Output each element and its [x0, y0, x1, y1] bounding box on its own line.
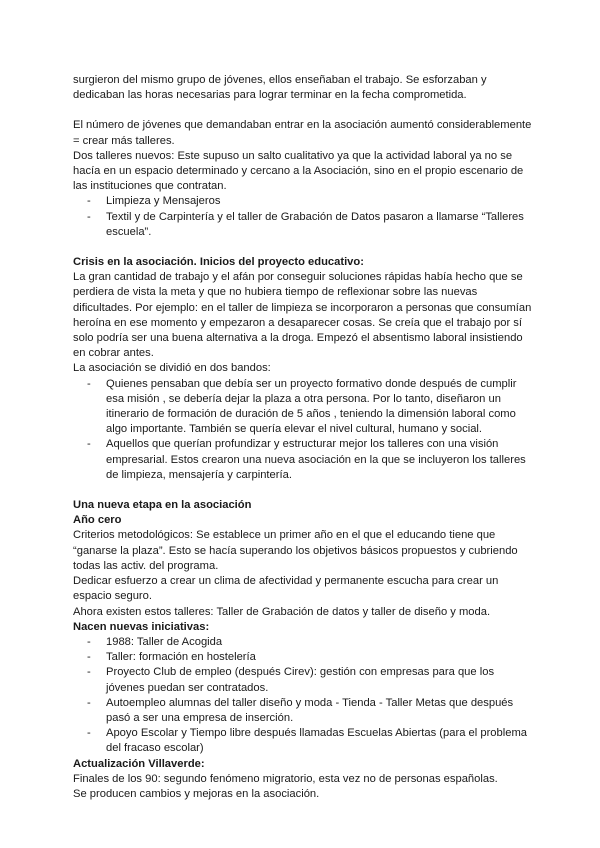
dash-marker: - [87, 195, 91, 208]
crisis-paragraph-2: La asociación se dividió en dos bandos: [73, 362, 271, 375]
actualizacion-paragraph-2: Se producen cambios y mejoras en la asociación. [73, 787, 320, 800]
list-item: - Aquellos que querían profundizar y estructurar mejor los talleres con una visión empresarial. Estos crearon una nueva asociación en la que se incluyeron los talleres de limpieza, mensajería y carpintería. [87, 438, 526, 481]
intro-paragraph-3: Dos talleres nuevos: Este supuso un salto cualitativo ya que la actividad laboral ya no se hacía en un espacio determinado y cercano a la Asociación, sino en el propio escenario de las instituciones que contratan. [73, 149, 524, 193]
dash-marker: - [87, 210, 91, 223]
iniciativas-bullet-list [73, 635, 533, 757]
list-item: - Taller: formación en hostelería [73, 650, 533, 665]
dash-marker: - [87, 377, 91, 390]
dash-marker: - [87, 635, 91, 648]
nueva-etapa-heading: Una nueva etapa en la asociación [73, 499, 252, 512]
nueva-paragraph-3: Ahora existen estos talleres: Taller de Grabación de datos y taller de diseño y moda. [73, 605, 491, 618]
intro-bullet-list [73, 194, 533, 240]
dash-marker: - [87, 438, 91, 451]
intro-paragraph-2: El número de jóvenes que demandaban entrar en la asociación aumentó considerablemente = crear más talleres. [73, 119, 532, 147]
crisis-paragraph-1: La gran cantidad de trabajo y el afán por conseguir soluciones rápidas había hecho que se perdiera de vista la meta y que no hubiera tiempo de reflexionar sobre las nuevas dificultades. Por ejemplo: en el taller de limpieza se incorporaron a personas que consumían heroína en ese momento y empezaron a desaparecer cosas. Se creía que el trabajo por sí solo podría ser una buena alternativa a la droga. Empezó el absentismo laboral insistiendo en cobrar antes. [73, 271, 532, 360]
list-item: - Quienes pensaban que debía ser un proyecto formativo donde después de cumplir esa misión , se debería dejar la plaza a otra persona. Por lo tanto, diseñaron un itinerario de formación de duración de 5 años , teniendo la dimensión laboral como algo importante. También se quería elevar el nivel cultural, humano y social. [87, 377, 517, 436]
ano-cero-subheading: Año cero [73, 514, 122, 527]
crisis-bullet-list [73, 377, 533, 483]
document-page [73, 73, 533, 802]
list-item: - Autoempleo alumnas del taller diseño y moda - Tienda - Taller Metas que después pasó a ser una empresa de inserción. [87, 696, 514, 724]
actualizacion-heading: Actualización Villaverde: [73, 757, 205, 770]
dash-marker: - [87, 696, 91, 709]
list-item: - Limpieza y Mensajeros [73, 194, 533, 209]
dash-marker: - [87, 651, 91, 664]
nueva-paragraph-2: Dedicar esfuerzo a crear un clima de afectividad y permanente escucha para crear un espacio seguro. [73, 575, 499, 603]
actualizacion-paragraph-1: Finales de los 90: segundo fenómeno migratorio, esta vez no de personas españolas. [73, 772, 498, 785]
crisis-heading: Crisis en la asociación. Inicios del proyecto educativo: [73, 256, 364, 269]
list-item: - Textil y de Carpintería y el taller de Grabación de Datos pasaron a llamarse “Talleres escuela”. [87, 210, 524, 238]
list-item: - Proyecto Club de empleo (después Cirev): gestión con empresas para que los jóvenes puedan ser contratados. [87, 666, 495, 694]
intro-paragraph-1: surgieron del mismo grupo de jóvenes, ellos enseñaban el trabajo. Se esforzaban y dedicaban las horas necesarias para lograr terminar en la fecha comprometida. [73, 74, 487, 102]
dash-marker: - [87, 666, 91, 679]
list-item: - Apoyo Escolar y Tiempo libre después llamadas Escuelas Abiertas (para el problema del fracaso escolar) [87, 727, 527, 755]
dash-marker: - [87, 727, 91, 740]
list-item: - 1988: Taller de Acogida [73, 635, 533, 650]
iniciativas-heading: Nacen nuevas iniciativas: [73, 620, 210, 633]
nueva-paragraph-1: Criterios metodológicos: Se establece un primer año en el que el educando tiene que “ganarse la plaza”. Esto se hacía superando los objetivos básicos propuestos y cubriendo todas las activ. del programa. [73, 529, 518, 572]
